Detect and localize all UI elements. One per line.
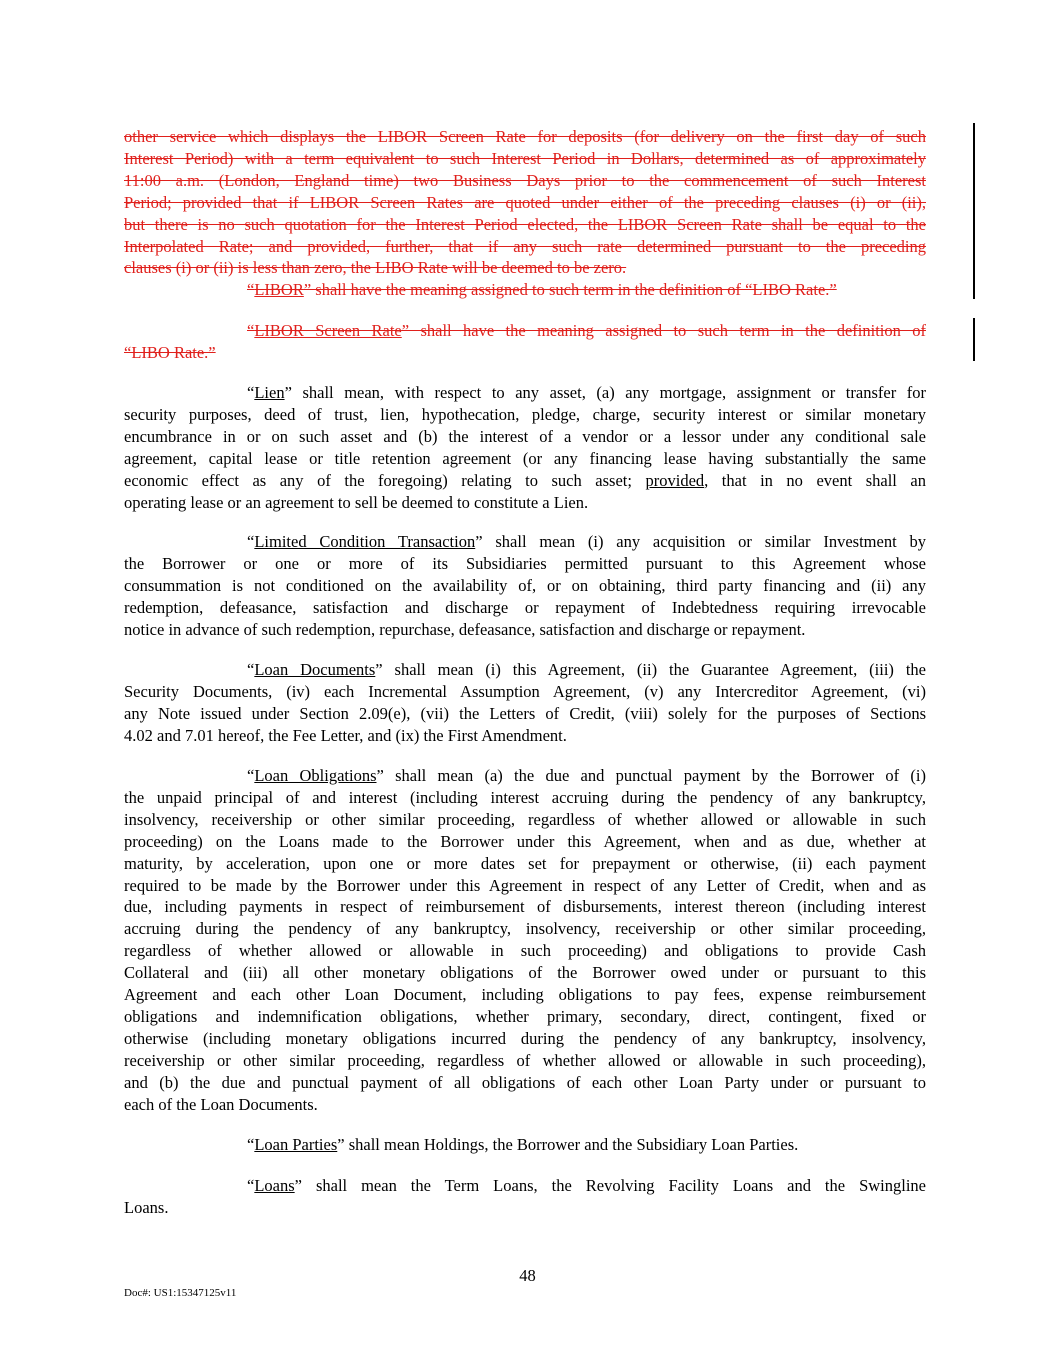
change-bar xyxy=(973,123,975,299)
definition-loan-parties: “Loan Parties” shall mean Holdings, the Borrower and the Subsidiary Loan Parties. xyxy=(247,1135,799,1154)
defined-term: Loan Documents xyxy=(254,660,376,679)
page-number: 48 xyxy=(519,1266,536,1285)
definition-libor-screen-rate: “LIBOR Screen Rate” shall have the meaning assigned to such term in the definition of “LIBO Rate.” xyxy=(124,321,926,362)
deleted-libo-rate-tail xyxy=(124,126,926,279)
text-line: Interest Period) with a term equivalent to such Interest Period in Dollars, determined as of approximately xyxy=(124,148,926,168)
defined-term: Loans xyxy=(254,1176,295,1195)
definition-lien: “Lien” shall mean, with respect to any asset, (a) any mortgage, assignment or transfer for security purposes, deed of trust, lien, hypothecation, pledge, charge, security interest or similar monetary encumbrance in or on such asset and (b) the interest of a vendor or a lessor under any conditional sale agreement, capital lease or title retention agreement (or any financing lease having substantially the same economic effect as any of the foregoing) relating to such asset; provided, that in no event shall an operating lease or an agreement to sell be deemed to constitute a Lien. xyxy=(124,383,926,512)
text-line: other service which displays the LIBOR Screen Rate for deposits (for delivery on the first day of such xyxy=(124,127,926,146)
defined-term: Loan Parties xyxy=(254,1135,338,1154)
provided-term: provided xyxy=(645,470,705,490)
definition-loan-documents: “Loan Documents” shall mean (i) this Agreement, (ii) the Guarantee Agreement, (iii) the Security Documents, (iv) each Incremental Assumption Agreement, (v) any Intercreditor Agreement, (vi) any Note issued under Section 2.09(e), (vii) the Letters of Credit, (viii) solely for the purposes of Sections 4.02 and 7.01 hereof, the Fee Letter, and (ix) the First Amendment. xyxy=(124,660,926,745)
defined-term: Loan Obligations xyxy=(254,766,377,785)
defined-term: LIBOR xyxy=(254,280,304,299)
text-line: Interpolated Rate; and provided, further, that if any such rate determined pursuant to the preceding xyxy=(124,236,926,256)
text-line: Period; provided that if LIBOR Screen Rates are quoted under either of the preceding clauses (i) or (ii), xyxy=(124,192,926,212)
text-line: but there is no such quotation for the Interest Period elected, the LIBOR Screen Rate shall be equal to the xyxy=(124,214,926,234)
text-line: clauses (i) or (ii) is less than zero, the LIBO Rate will be deemed to be zero. xyxy=(124,258,627,278)
text-line: 11:00 a.m. (London, England time) two Business Days prior to the commencement of such Interest xyxy=(124,170,926,190)
definition-libor: “LIBOR” shall have the meaning assigned to such term in the definition of “LIBO Rate.” xyxy=(247,280,837,299)
defined-term: LIBOR Screen Rate xyxy=(254,321,402,340)
defined-term: Limited Condition Transaction xyxy=(254,532,476,551)
definition-limited-condition-transaction: “Limited Condition Transaction” shall mean (i) any acquisition or similar Investment by the Borrower or one or more of its Subsidiaries permitted pursuant to this Agreement whose consummation is not conditioned on the availability of, or on obtaining, third party financing and (ii) any redemption, defeasance, satisfaction and discharge or repayment of Indebtedness requiring irrevocable notice in advance of such redemption, repurchase, defeasance, satisfaction and discharge or repayment. xyxy=(124,532,926,639)
definition-loans: “Loans” shall mean the Term Loans, the Revolving Facility Loans and the Swingline Loans. xyxy=(124,1176,926,1217)
change-bar xyxy=(973,318,975,361)
definition-loan-obligations: “Loan Obligations” shall mean (a) the due and punctual payment by the Borrower of (i) the unpaid principal of and interest (including interest accruing during the pendency of any bankruptcy, insolvency, receivership or other similar proceeding, regardless of whether allowed or allowable in such proceeding) on the Loans made to the Borrower under this Agreement, when and as due, whether at maturity, by acceleration, upon one or more dates set for prepayment or otherwise, (ii) each payment required to be made by the Borrower under this Agreement in respect of any Letter of Credit, when and as due, including payments in respect of reimbursement of disbursements, interest thereon (including interest accruing during the pendency of any bankruptcy, insolvency, receivership or other similar proceeding, regardless of whether allowed or allowable in such proceeding) and obligations to provide Cash Collateral and (iii) all other monetary obligations of the Borrower owed under or pursuant to this Agreement and each other Loan Document, including obligations to pay fees, expense reimbursement obligations and indemnification obligations, whether primary, secondary, direct, contingent, fixed or otherwise (including monetary obligations incurred during the pendency of any bankruptcy, insolvency, receivership or other similar proceeding, regardless of whether allowed or allowable in such proceeding), and (b) the due and punctual payment of all obligations of each other Loan Party under or pursuant to each of the Loan Documents. xyxy=(124,766,927,1114)
document-id: Doc#: US1:15347125v11 xyxy=(124,1287,237,1299)
defined-term: Lien xyxy=(254,383,285,402)
